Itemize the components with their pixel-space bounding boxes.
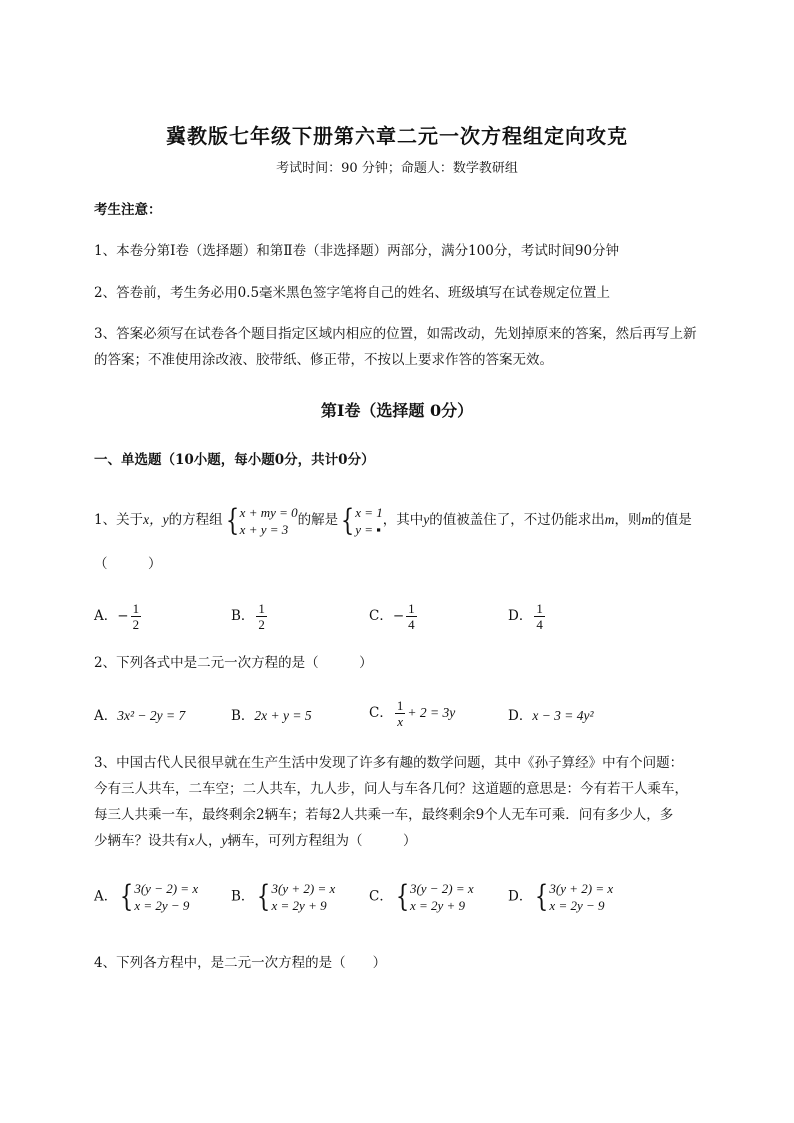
q3-option-c[interactable]: C． { 3(y − 2) = x x = 2y + 9 [369, 879, 474, 914]
equation-line: x = 2y + 9 [409, 898, 466, 913]
option-label: B． [231, 888, 255, 905]
fraction-denominator: x [397, 714, 403, 729]
q1-text: 的方程组 [168, 512, 223, 528]
option-sign: − [392, 608, 405, 624]
fraction-numerator: 1 [396, 698, 404, 713]
notice-item-3-cont: 的答案；不准使用涂改液、胶带纸、修正带，不按以上要求作答的答案无效。 [94, 352, 553, 368]
option-expression: + 2 = 3y [407, 705, 456, 720]
exam-subtitle: 考试时间：90 分钟；命题人：数学教研组 [276, 161, 518, 176]
option-label: B． [231, 708, 255, 724]
q1-equation-system: { x + my = 0 x + y = 3 [225, 502, 298, 538]
q1-text: 1、关于 [94, 512, 144, 528]
option-label: C． [369, 608, 393, 624]
fraction-denominator: 2 [132, 617, 140, 632]
option-label: D． [508, 608, 533, 624]
notice-item-2: 2、答卷前，考生务必用0.5毫米黑色签字笔将自己的姓名、班级填写在试卷规定位置上 [94, 285, 611, 301]
q1-option-a[interactable] [94, 601, 143, 632]
question-1 [94, 500, 692, 540]
notice-heading: 考生注意： [94, 202, 162, 218]
question-3-line-3: 每三人共乘一车，最终剩余2辆车；若每2人共乘一车，最终剩余9个人无车可乘．问有多少人，多 [94, 807, 674, 823]
q1-equation-line: x + y = 3 [239, 521, 289, 537]
option-label: D． [508, 708, 533, 724]
question-3-line-4 [94, 827, 417, 855]
q2-option-d[interactable] [508, 704, 594, 724]
q2-option-b[interactable] [231, 704, 312, 724]
notice-item-1: 1、本卷分第I卷（选择题）和第Ⅱ卷（非选择题）两部分，满分100分，考试时间90分钟 [94, 243, 620, 259]
q1-options [94, 597, 714, 637]
equation-line: 3(y − 2) = x [409, 881, 474, 896]
question-4: 4、下列各方程中，是二元一次方程的是（ ） [94, 955, 387, 971]
question-3-line-2: 今有三人共车，二车空；二人共车，九人步，问人与车各几何？这道题的意思是：今有若干人乘车， [94, 781, 688, 797]
fraction-numerator: 1 [258, 601, 265, 616]
q1-solution-line: x = 1 [355, 504, 383, 520]
q1-solution-system: { x = 1 y = ▪ [341, 502, 383, 538]
fraction-numerator: 1 [536, 601, 543, 616]
notice-item-3: 3、答案必须写在试卷各个题目指定区域内相应的位置，如需改动，先划掉原来的答案，然后再写上新 [94, 326, 697, 342]
option-label: B． [231, 608, 255, 624]
question-3-line-1: 3、中国古代人民很早就在生产生活中发现了许多有趣的数学问题，其中《孙子算经》中有个问题： [94, 755, 684, 771]
fraction-numerator: 1 [132, 601, 140, 616]
q3-option-a[interactable]: A． { 3(y − 2) = x x = 2y − 9 [94, 879, 199, 914]
part-title: 一、单选题（10小题，每小题0分，共计0分） [94, 452, 375, 468]
q3-text: 辆车，可列方程组为（ ） [227, 833, 417, 849]
q3-text: 少辆车？设共有 [94, 833, 189, 849]
q1-var: m [604, 512, 615, 527]
option-label: D． [508, 888, 533, 905]
equation-line: 3(y − 2) = x [134, 881, 199, 896]
q2-option-c[interactable] [369, 698, 455, 729]
q2-option-a[interactable] [94, 704, 185, 724]
q1-text: ，其中 [382, 512, 424, 528]
equation-line: x = 2y + 9 [271, 898, 327, 913]
q1-var: y [423, 512, 430, 527]
option-expression: 3x² − 2y = 7 [117, 708, 186, 723]
question-2: 2、下列各式中是二元一次方程的是（ ） [94, 655, 373, 671]
q1-vars: x，y [143, 512, 169, 527]
option-label: A． [94, 708, 118, 724]
fraction-denominator: 4 [408, 617, 415, 632]
section-title: 第I卷（选择题 0分） [320, 401, 474, 420]
equation-line: 3(y + 2) = x [549, 881, 614, 896]
exam-title: 冀教版七年级下册第六章二元一次方程组定向攻克 [166, 124, 628, 148]
q1-option-d[interactable] [508, 601, 547, 632]
q1-solution-line: y = ▪ [355, 521, 381, 537]
q3-text: 人， [194, 833, 222, 849]
q2-options [94, 698, 714, 738]
q3-var: x [188, 833, 195, 848]
option-sign: − [117, 608, 129, 624]
fraction-denominator: 2 [258, 617, 265, 632]
option-label: C． [369, 888, 393, 905]
q1-equation-line: x + my = 0 [239, 504, 298, 520]
equation-line: x = 2y − 9 [549, 898, 605, 913]
option-label: A． [94, 888, 118, 905]
equation-line: x = 2y − 9 [134, 898, 190, 913]
q1-text: 的值被盖住了，不过仍能求出 [429, 512, 605, 528]
q3-option-b[interactable]: B． { 3(y + 2) = x x = 2y + 9 [231, 879, 336, 914]
q1-text: 的解是 [297, 512, 339, 528]
fraction-numerator: 1 [408, 601, 415, 616]
option-label: C． [369, 705, 393, 721]
q3-options [94, 880, 714, 926]
q1-text: 的值是 [651, 512, 692, 528]
option-expression: x − 3 = 4y² [532, 708, 594, 723]
fraction-denominator: 4 [536, 617, 543, 632]
option-expression: 2x + y = 5 [254, 708, 312, 723]
q3-option-d[interactable]: D． { 3(y + 2) = x x = 2y − 9 [508, 879, 614, 914]
q1-option-c[interactable] [369, 601, 419, 632]
equation-line: 3(y + 2) = x [271, 881, 336, 896]
q1-option-b[interactable] [231, 601, 269, 632]
q1-var: m [641, 512, 652, 527]
q3-var: y [221, 833, 228, 848]
option-label: A． [94, 608, 118, 624]
q1-answer-paren: （ ） [94, 556, 162, 572]
q1-text: ，则 [614, 512, 642, 528]
